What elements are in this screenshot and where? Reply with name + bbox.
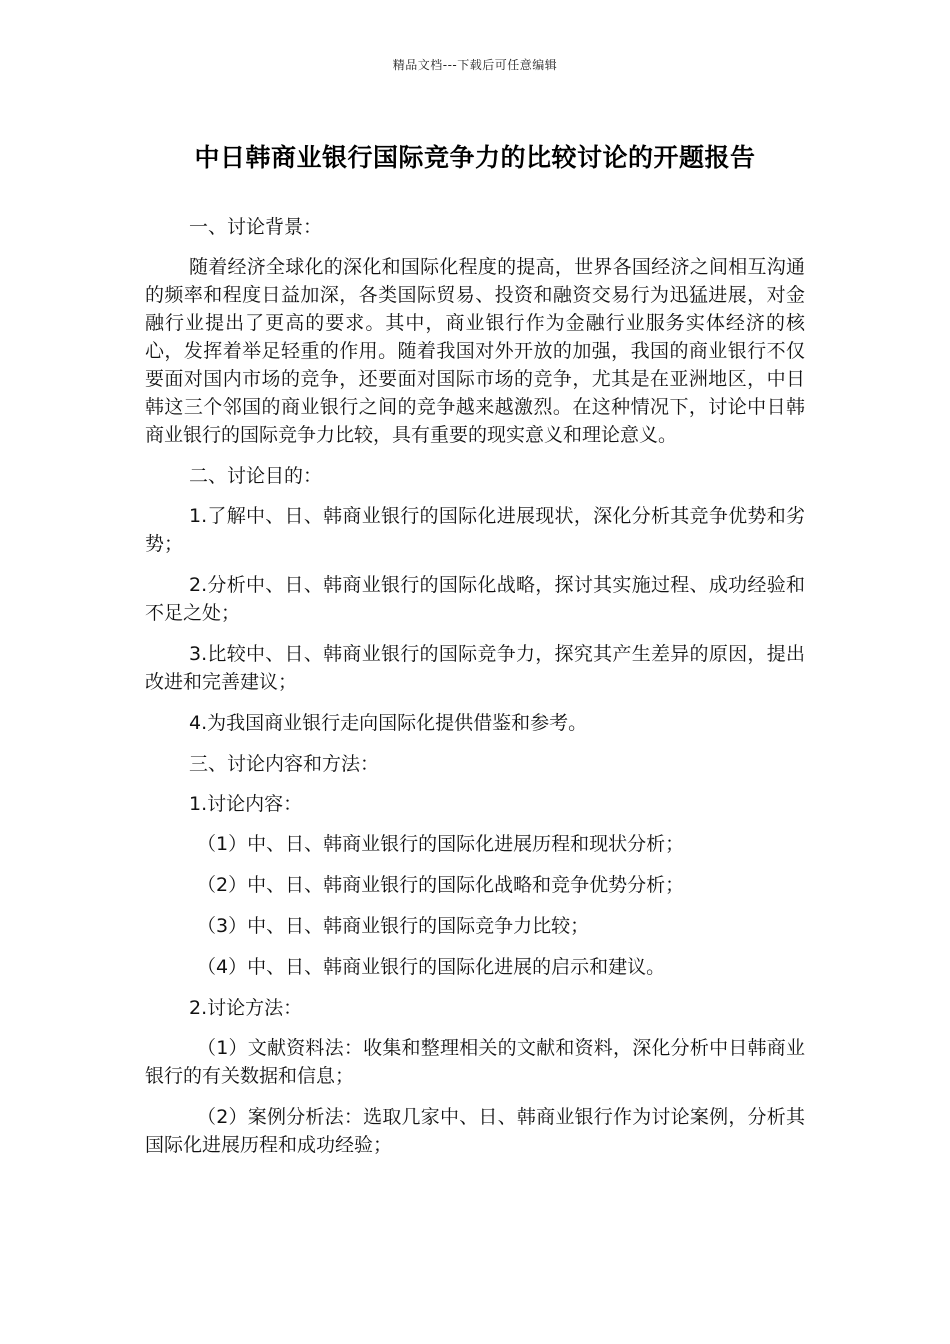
document-body	[145, 213, 805, 1172]
purpose-item: 2.分析中、日、韩商业银行的国际化战略，探讨其实施过程、成功经验和不足之处；	[145, 574, 805, 624]
method-item: （2）案例分析法：选取几家中、日、韩商业银行作为讨论案例，分析其国际化进展历程和成功经验；	[145, 1106, 805, 1156]
section-heading-content-method: 三、讨论内容和方法：	[189, 753, 380, 775]
page-header: 精品文档---下载后可任意编辑	[392, 58, 558, 72]
purpose-item: 4.为我国商业银行走向国际化提供借鉴和参考。	[189, 712, 588, 734]
document-title: 中日韩商业银行国际竞争力的比较讨论的开题报告	[194, 143, 756, 172]
subheading-method: 2.讨论方法：	[189, 997, 303, 1019]
content-item: （2）中、日、韩商业银行的国际化战略和竞争优势分析；	[197, 874, 685, 896]
content-item: （1）中、日、韩商业银行的国际化进展历程和现状分析；	[197, 833, 685, 855]
method-item: （1）文献资料法：收集和整理相关的文献和资料，深化分析中日韩商业银行的有关数据和信息；	[145, 1037, 805, 1087]
section-heading-background: 一、讨论背景：	[189, 216, 323, 238]
content-item: （3）中、日、韩商业银行的国际竞争力比较；	[197, 915, 590, 937]
background-paragraph: 随着经济全球化的深化和国际化程度的提高，世界各国经济之间相互沟通的频率和程度日益加深，各类国际贸易、投资和融资交易行为迅猛进展，对金融行业提出了更高的要求。其中，商业银行作为金融行业服务实体经济的核心，发挥着举足轻重的作用。随着我国对外开放的加强，我国的商业银行不仅要面对国内市场的竞争，还要面对国际市场的竞争，尤其是在亚洲地区，中日韩这三个邻国的商业银行之间的竞争越来越激烈。在这种情况下，讨论中日韩商业银行的国际竞争力比较，具有重要的现实意义和理论意义。	[145, 256, 805, 446]
section-heading-purpose: 二、讨论目的：	[189, 465, 323, 487]
content-item: （4）中、日、韩商业银行的国际化进展的启示和建议。	[197, 956, 666, 978]
subheading-content: 1.讨论内容：	[189, 793, 303, 815]
purpose-item: 1.了解中、日、韩商业银行的国际化进展现状，深化分析其竞争优势和劣势；	[145, 505, 805, 555]
purpose-item: 3.比较中、日、韩商业银行的国际竞争力，探究其产生差异的原因，提出改进和完善建议；	[145, 643, 805, 693]
